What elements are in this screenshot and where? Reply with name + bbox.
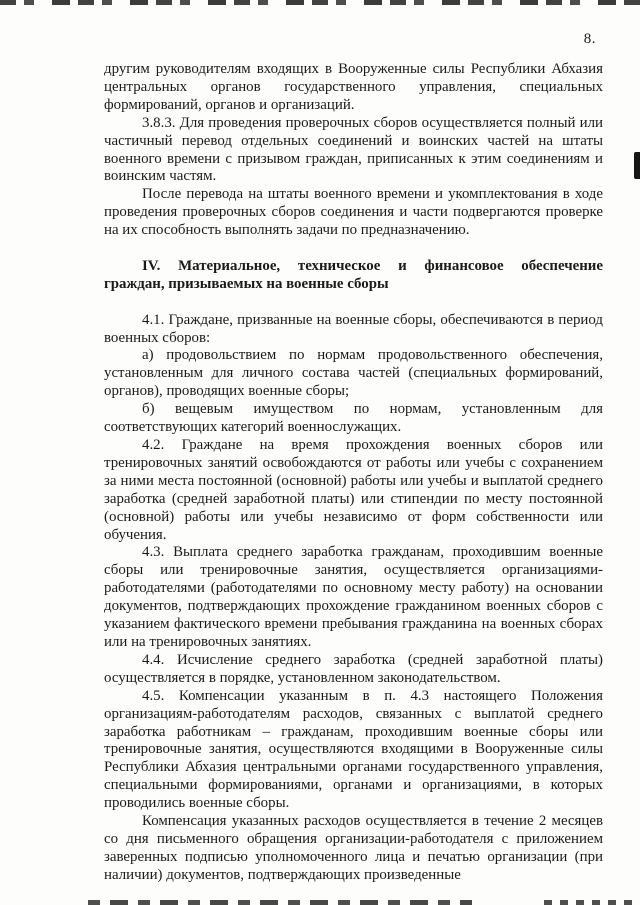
scan-artifact-bottom-edge-right — [544, 900, 640, 905]
paragraph: а) продовольствием по нормам продовольственного обеспечения, установленным для личного состава частей (специальных формирований, органов), проводящих военные сборы; — [104, 347, 603, 400]
scan-artifact-bottom-edge-left — [88, 900, 472, 905]
scan-artifact-right-edge — [634, 152, 640, 179]
paragraph: 4.2. Граждане на время прохождения военных сборов или тренировочных занятий освобождаются от работы или учебы с сохранением за ними места постоянной (основной) работы или учебы и выплатой среднего заработка (средней заработной платы) или стипендии по месту постоянной (основной) работы или учебы независимо от форм собственности или обучения. — [104, 437, 603, 543]
paragraph: Компенсация указанных расходов осуществляется в течение 2 месяцев со дня письменного обращения организации-работодателя с приложением заверенных подписью уполномоченного лица и печатью организации (при наличии) документов, подтверждающих произведенные — [104, 813, 603, 883]
page-number: 8. — [583, 31, 596, 47]
paragraph: 4.5. Компенсации указанным в п. 4.3 настоящего Положения организациям-работодателям расходов, связанных с выплатой среднего заработка работникам – гражданам, проходившим военные сборы или тренировочные занятия, осуществляются входящими в Вооруженные силы Республики Абхазия центральными органами государственного управления, специальными формированиями, органами и организациями, в которых проводились военные сборы. — [104, 687, 603, 812]
scan-artifact-top-edge — [0, 0, 640, 5]
paragraph: другим руководителям входящих в Вооруженные силы Республики Абхазия центральных органов государственного управления, специальных формирований, органов и организаций. — [104, 61, 603, 113]
paragraph: 4.4. Исчисление среднего заработка (средней заработной платы) осуществляется в порядке, установленном законодательством. — [104, 651, 603, 686]
section-heading — [104, 258, 603, 294]
paragraph: После перевода на штаты военного времени и укомплектования в ходе проведения проверочных сборов соединения и части подвергаются проверке на их способность выполнять задачи по предназначению. — [104, 186, 603, 239]
paragraph: б) вещевым имуществом по нормам, установленным для соответствующих категорий военнослужащих. — [104, 401, 603, 436]
section-heading-line: граждан, призываемых на военные сборы — [104, 275, 389, 292]
section-heading-line: IV. Материальное, техническое и финансовое обеспечение — [142, 257, 603, 274]
document-body — [104, 61, 603, 885]
paragraph: 4.1. Граждане, призванные на военные сборы, обеспечиваются в период военных сборов: — [104, 311, 603, 346]
paragraph: 4.3. Выплата среднего заработка гражданам, проходившим военные сборы или тренировочные занятия, осуществляется организациями-работодателями (работодателями по основному месту работу) на основании документов, подтверждающих прохождение гражданином военных сборов с указанием фактического времени пребывания гражданина на военных сборах или на тренировочных занятиях. — [104, 544, 603, 650]
paragraph: 3.8.3. Для проведения проверочных сборов осуществляется полный или частичный перевод отдельных соединений и воинских частей на штаты военного времени с призывом граждан, приписанных к этим соединениям и воинским частям. — [104, 114, 603, 185]
